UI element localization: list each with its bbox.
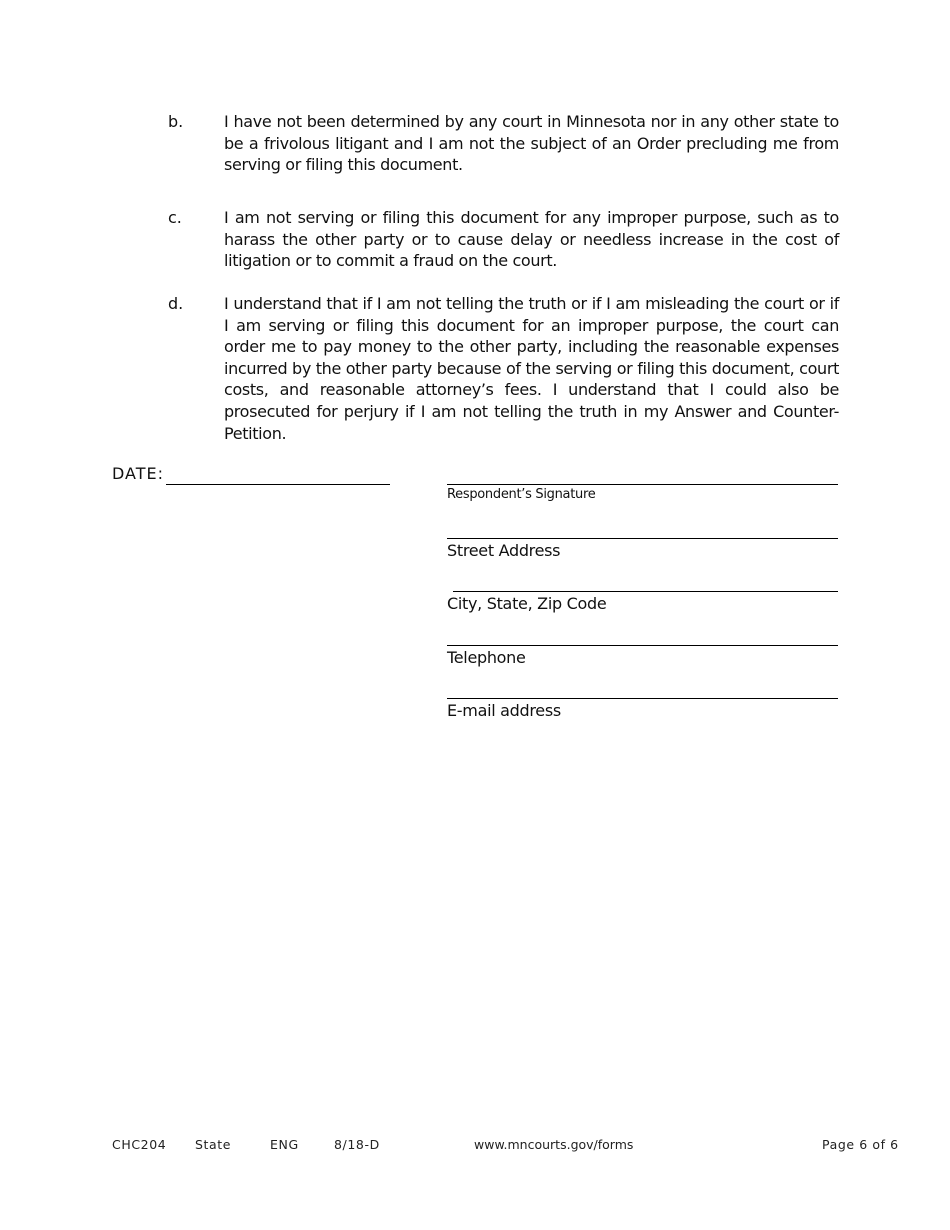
statement-d xyxy=(168,293,840,444)
city-state-zip-label: City, State, Zip Code xyxy=(447,594,607,613)
statement-c xyxy=(168,207,840,272)
signature-field[interactable] xyxy=(447,484,838,485)
statement-c-text: I am not serving or filing this document for any improper purpose, such as to harass the other party or to cause delay or needless increase in the cost of litigation or to commit a fraud on the court. xyxy=(224,208,839,271)
statement-d-letter: d. xyxy=(168,294,184,313)
city-state-zip-field[interactable] xyxy=(453,591,838,592)
footer-page-number: Page 6 of 6 xyxy=(822,1137,899,1152)
email-label: E-mail address xyxy=(447,701,561,720)
telephone-field[interactable] xyxy=(447,645,838,646)
statement-d-text: I understand that if I am not telling the truth or if I am misleading the court or if I am serving or filing this document for an improper purpose, the court can order me to pay money to the other party, including the reasonable expenses incurred by the other party because of the serving or filing this document, court costs, and reasonable attorney’s fees. I understand that I could also be prosecuted for perjury if I am not telling the truth in my Answer and Counter-Petition. xyxy=(224,294,839,443)
footer-jurisdiction: State xyxy=(195,1137,232,1152)
email-field[interactable] xyxy=(447,698,838,699)
statement-b xyxy=(168,111,840,176)
date-field[interactable] xyxy=(166,484,390,485)
statement-b-letter: b. xyxy=(168,112,184,131)
footer-form-code: CHC204 xyxy=(112,1137,167,1152)
street-address-label: Street Address xyxy=(447,541,561,560)
telephone-label: Telephone xyxy=(447,648,526,667)
statement-b-text: I have not been determined by any court in Minnesota nor in any other state to be a frivolous litigant and I am not the subject of an Order precluding me from serving or filing this document. xyxy=(224,112,839,175)
street-address-field[interactable] xyxy=(447,538,838,539)
footer-language: ENG xyxy=(270,1137,299,1152)
footer-revision: 8/18-D xyxy=(334,1137,380,1152)
footer-url[interactable]: www.mncourts.gov/forms xyxy=(474,1137,634,1152)
signature-label: Respondent’s Signature xyxy=(447,487,596,502)
statement-c-letter: c. xyxy=(168,208,182,227)
date-label: DATE: xyxy=(112,464,165,483)
